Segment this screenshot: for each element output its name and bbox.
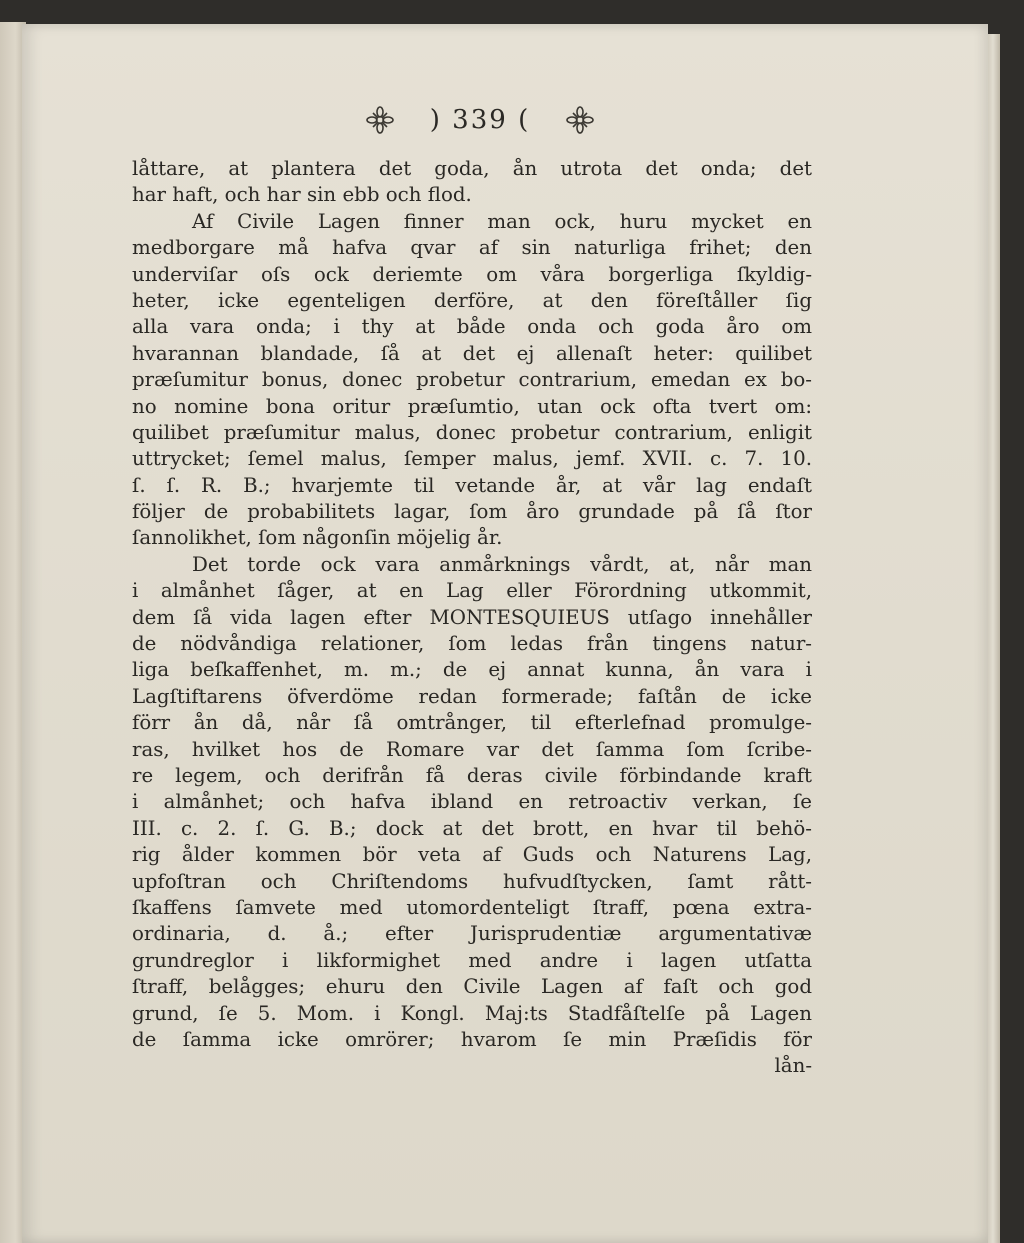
text-line: de ſamma icke omrörer; hvarom ſe min Præſidis för <box>132 1027 812 1051</box>
text-line: de nödvåndiga relationer, ſom ledas från tingens natur- <box>132 632 812 656</box>
text-line: hvarannan blandade, ſå at det ej allenaſt heter: quilibet <box>132 341 812 365</box>
text-line: grundreglor i likformighet med andre i lagen utſatta <box>132 948 812 972</box>
text-line: liga beſkaffenhet, m. m.; de ej annat kunna, ån vara i <box>132 658 812 682</box>
page-stack-edge <box>986 34 1000 1243</box>
text-line: dem ſå vida lagen efter MONTESQUIEUS utſago innehåller <box>132 605 812 629</box>
text-line: i almånhet ſåger, at en Lag eller Förordning utkommit, <box>132 579 812 603</box>
text-line: ſtraff, belågges; ehuru den Civile Lagen af faſt och god <box>132 975 812 999</box>
body-text <box>132 156 812 1080</box>
text-line: i almånhet; och hafva ibland en retroactiv verkan, ſe <box>132 790 812 814</box>
text-line: ſkaffens ſamvete med utomordenteligt ſtraff, pœna extra- <box>132 895 812 919</box>
text-line: uttrycket; ſemel malus, ſemper malus, jemf. XVII. c. 7. 10. <box>132 447 812 471</box>
text-line: quilibet præſumitur malus, donec probetur contrarium, enligit <box>132 420 812 444</box>
text-line: Af Civile Lagen finner man ock, huru mycket en <box>192 209 812 233</box>
text-line: rig ålder kommen bör veta af Guds och Naturens Lag, <box>132 843 812 867</box>
text-line: har haft, och har sin ebb och flod. <box>132 183 472 207</box>
text-line: medborgare må hafva qvar af sin naturliga frihet; den <box>132 236 812 260</box>
ornament-flower-icon <box>566 106 594 134</box>
text-line: låttare, at plantera det goda, ån utrota det onda; det <box>132 157 812 180</box>
text-line: Det torde ock vara anmårknings vårdt, at, når man <box>192 552 812 576</box>
text-line: alla vara onda; i thy at både onda och goda åro om <box>132 315 812 339</box>
text-line: underviſar oſs ock deriemte om våra borgerliga ſkyldig- <box>132 262 812 286</box>
text-line: följer de probabilitets lagar, ſom åro grundade på ſå ſtor <box>132 500 812 524</box>
text-line: ras, hvilket hos de Romare var det ſamma ſom ſcribe- <box>132 737 812 761</box>
text-line: præſumitur bonus, donec probetur contrarium, emedan ex bo- <box>132 368 812 392</box>
text-line: III. c. 2. ſ. G. B.; dock at det brott, en hvar til behö- <box>132 816 812 840</box>
text-line: ordinaria, d. å.; efter Jurisprudentiæ argumentativæ <box>132 922 812 946</box>
text-line: ſ. ſ. R. B.; hvarjemte til vetande år, at vår lag endaſt <box>132 473 812 497</box>
text-line: grund, ſe 5. Mom. i Kongl. Maj:ts Stadfåſtelſe på Lagen <box>132 1001 812 1025</box>
text-line: upfoſtran och Chriſtendoms hufvudſtycken, ſamt rått- <box>132 869 812 893</box>
text-line: no nomine bona oritur præſumtio, utan ock ofta tvert om: <box>132 394 812 418</box>
text-line: ſannolikhet, ſom någonſin möjelig år. <box>132 526 503 550</box>
text-line: Lagſtiftarens öfverdöme redan formerade; faſtån de icke <box>132 684 812 708</box>
catchword: lån- <box>774 1054 812 1078</box>
ornament-flower-icon <box>366 106 394 134</box>
text-line: heter, icke egenteligen derföre, at den föreſtåller ſig <box>132 288 812 312</box>
text-line: förr ån då, når ſå omtrånger, til efterlefnad promulge- <box>132 711 812 735</box>
page-header <box>300 96 660 144</box>
page-number: ) 339 ( <box>429 105 531 135</box>
text-line: re legem, och derifrån få deras civile förbindande kraft <box>132 763 812 787</box>
